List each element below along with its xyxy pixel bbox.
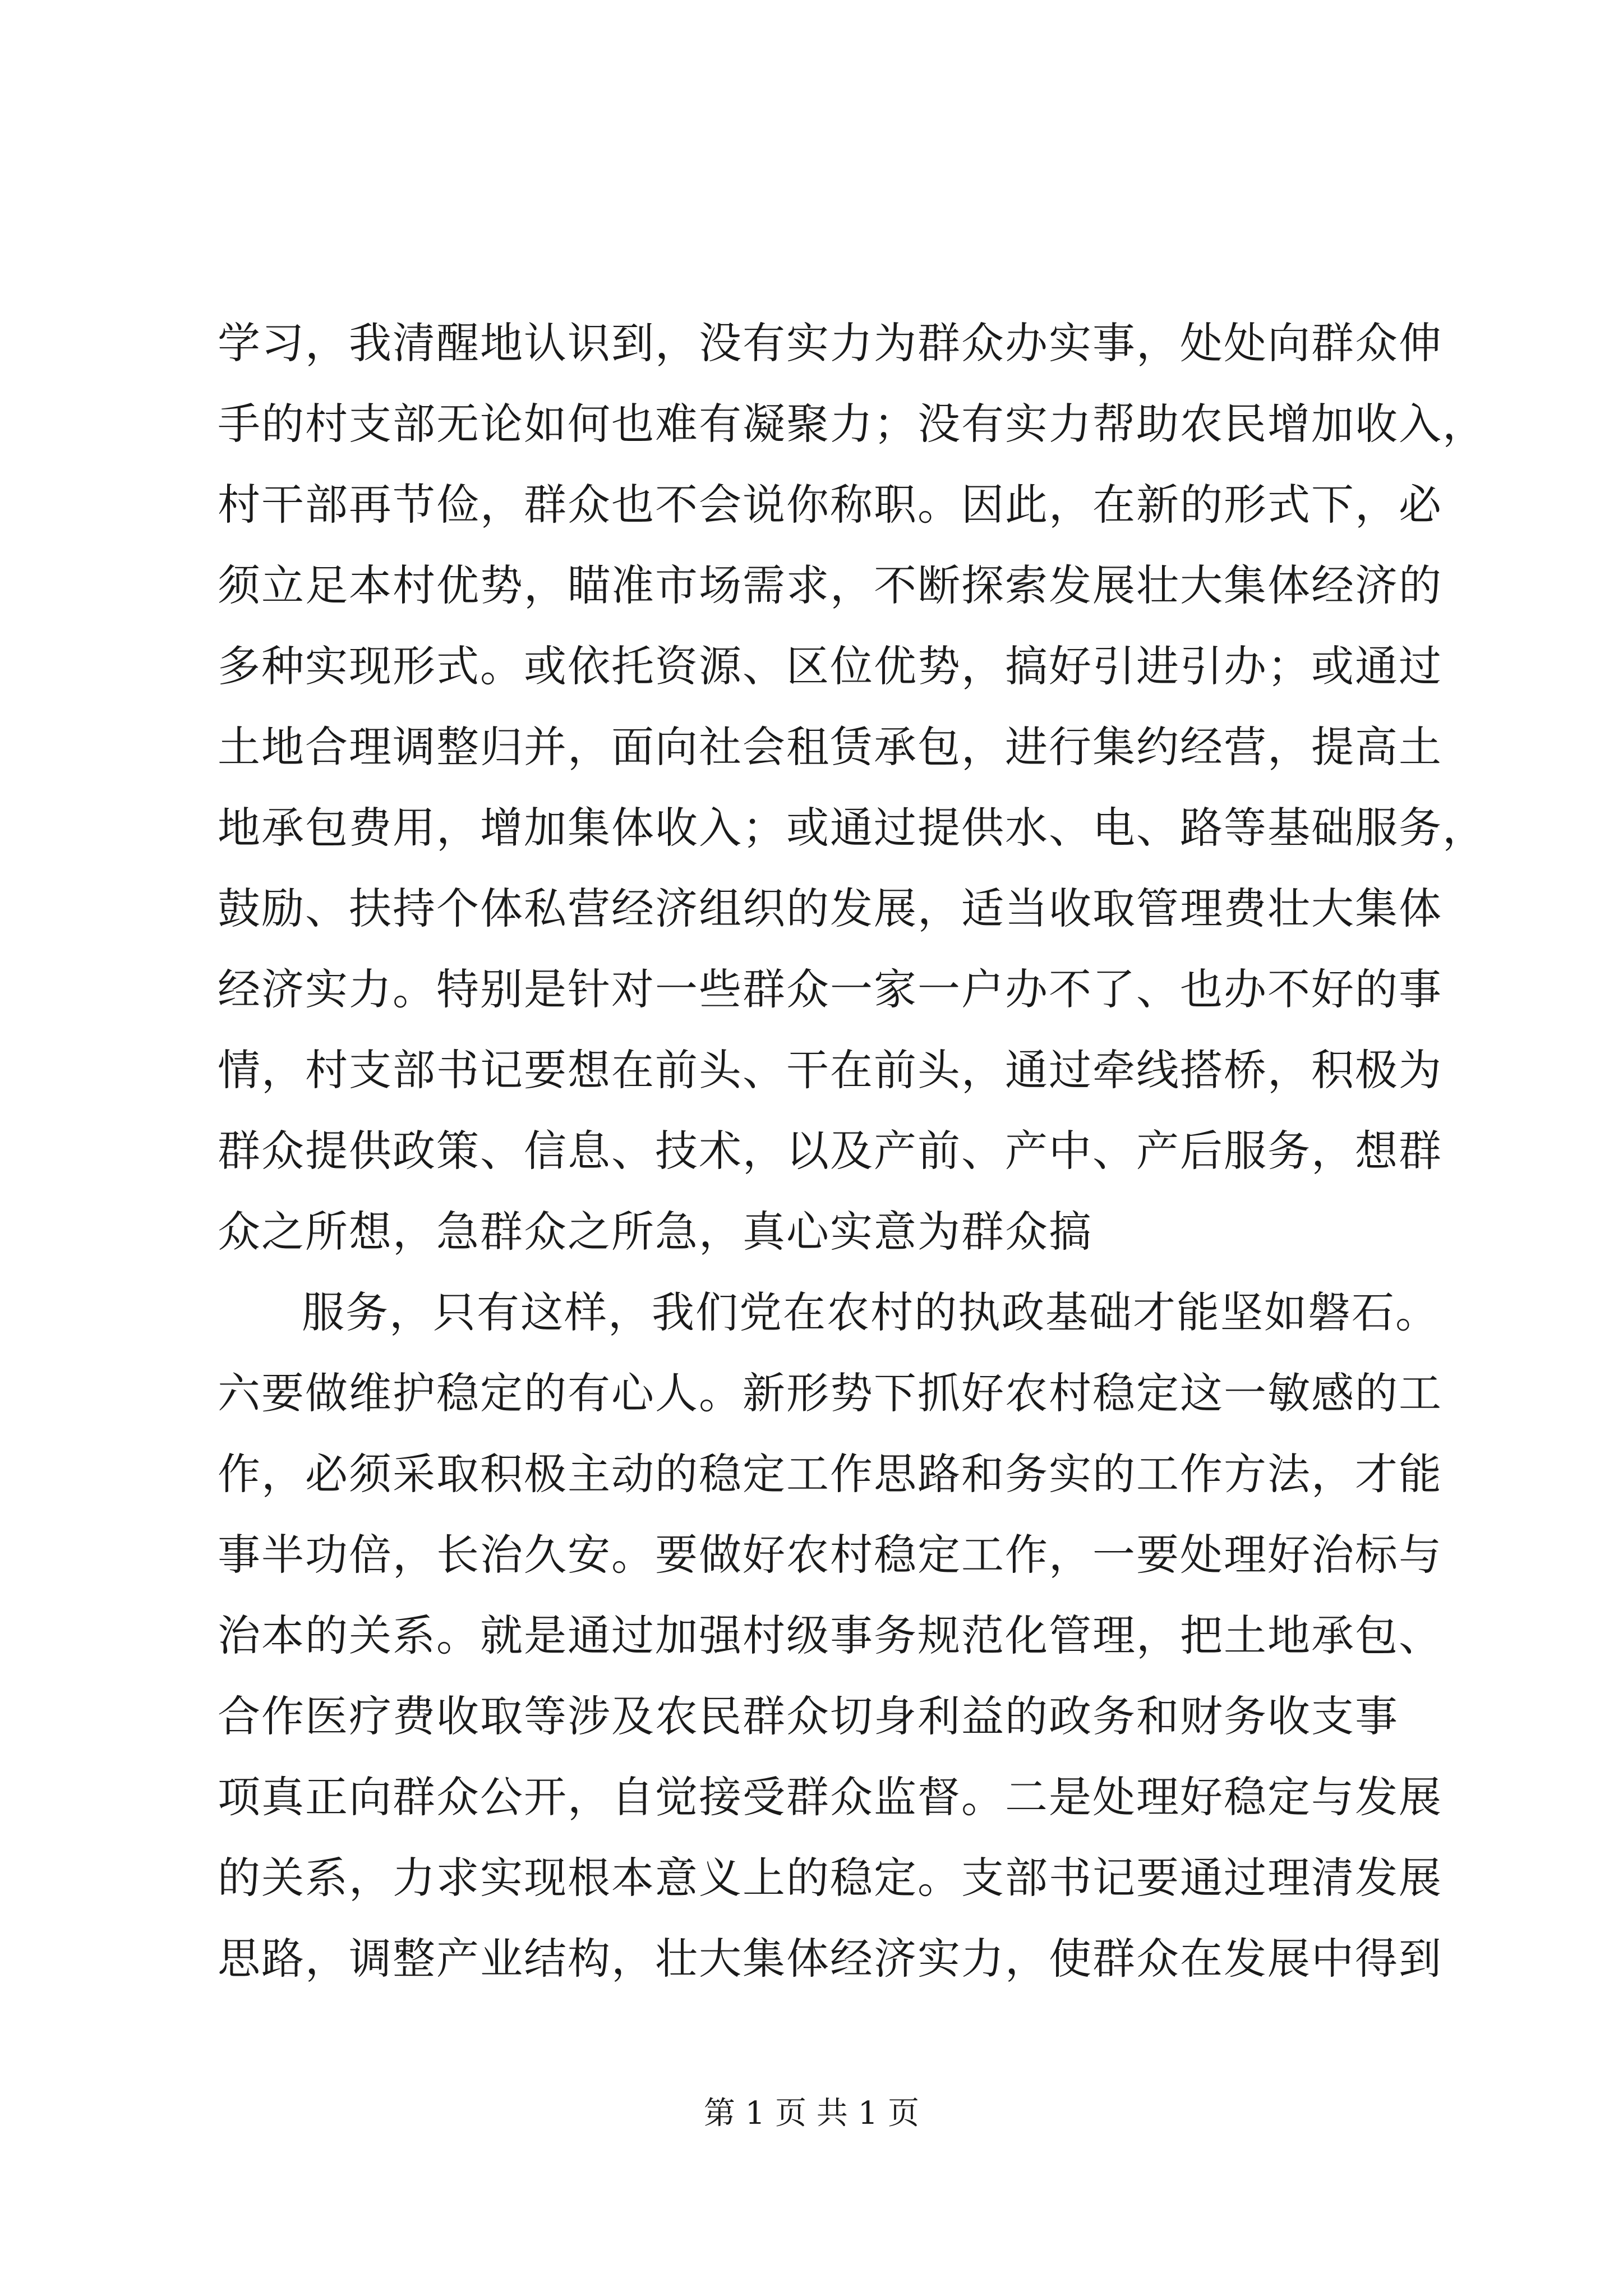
- text-line: 多种实现形式。或依托资源、区位优势，搞好引进引办；或通过: [218, 641, 1442, 691]
- text-line-indented: 服务，只有这样，我们党在农村的执政基础才能坚如磐石。: [302, 1287, 1439, 1337]
- text-line: 合作医疗费收取等涉及农民群众切身利益的政务和财务收支事: [218, 1691, 1399, 1741]
- text-line: 群众提供政策、信息、技术，以及产前、产中、产后服务，想群: [218, 1126, 1442, 1176]
- text-line: 情，村支部书记要想在前头、干在前头，通过牵线搭桥，积极为: [218, 1045, 1442, 1095]
- text-line: 学习，我清醒地认识到，没有实力为群众办实事，处处向群众伸: [218, 318, 1442, 368]
- text-line: 村干部再节俭，群众也不会说你称职。因此，在新的形式下，必: [218, 480, 1442, 530]
- text-line: 鼓励、扶持个体私营经济组织的发展，适当收取管理费壮大集体: [218, 884, 1442, 933]
- text-line: 项真正向群众公开，自觉接受群众监督。二是处理好稳定与发展: [218, 1772, 1442, 1822]
- text-line: 治本的关系。就是通过加强村级事务规范化管理，把土地承包、: [218, 1611, 1442, 1660]
- text-line: 须立足本村优势，瞄准市场需求，不断探索发展壮大集体经济的: [218, 560, 1442, 610]
- text-line: 手的村支部无论如何也难有凝聚力；没有实力帮助农民增加收入，: [218, 399, 1486, 449]
- text-line: 作，必须采取积极主动的稳定工作思路和务实的工作方法，才能: [218, 1449, 1442, 1499]
- text-line: 众之所想，急群众之所急，真心实意为群众搞: [218, 1207, 1092, 1257]
- text-line: 六要做维护稳定的有心人。新形势下抓好农村稳定这一敏感的工: [218, 1368, 1442, 1418]
- text-line: 经济实力。特别是针对一些群众一家一户办不了、也办不好的事: [218, 964, 1442, 1014]
- body-text: [218, 303, 1486, 1999]
- text-line: 的关系，力求实现根本意义上的稳定。支部书记要通过理清发展: [218, 1853, 1442, 1903]
- text-line: 思路，调整产业结构，壮大集体经济实力，使群众在发展中得到: [218, 1934, 1442, 1984]
- text-line: 土地合理调整归并，面向社会租赁承包，进行集约经营，提高土: [218, 722, 1442, 772]
- text-line: 事半功倍，长治久安。要做好农村稳定工作，一要处理好治标与: [218, 1530, 1442, 1580]
- text-line: 地承包费用，增加集体收入；或通过提供水、电、路等基础服务，: [218, 803, 1486, 853]
- page-number-footer: 第 1 页 共 1 页: [703, 2095, 920, 2132]
